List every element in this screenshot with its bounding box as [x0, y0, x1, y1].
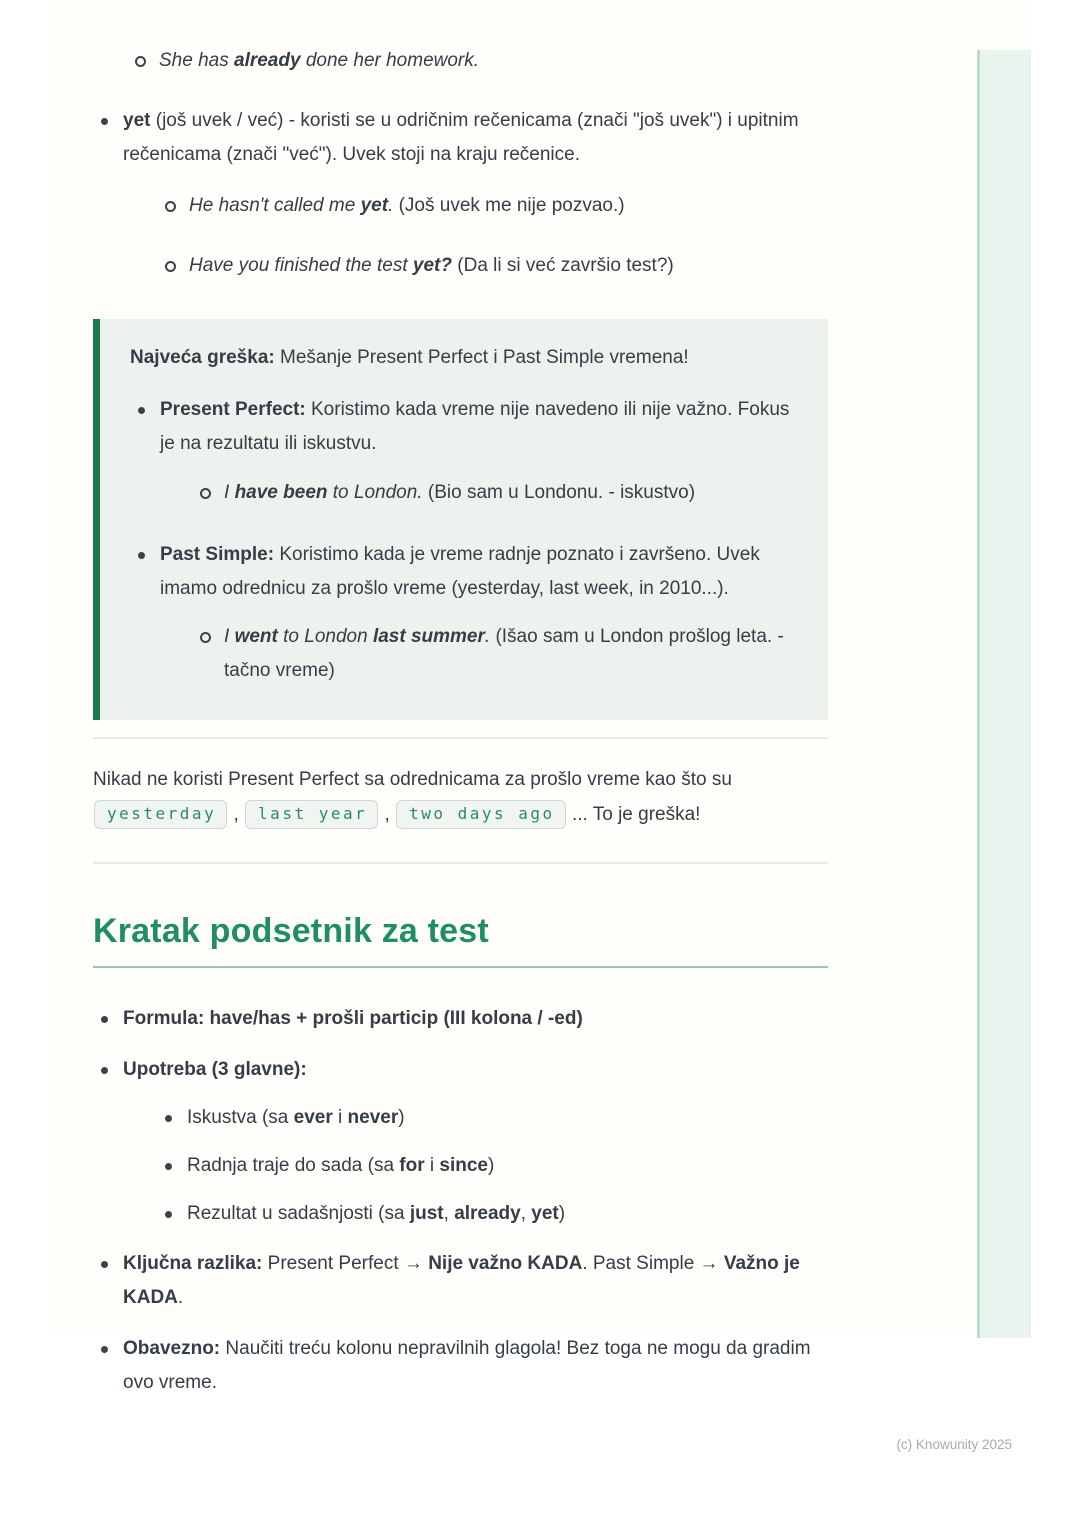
example-i-went: I went to London last summer. (Išao sam u London prošlog leta. - tačno vreme): [200, 620, 800, 688]
copyright-footer: (c) Knowunity 2025: [896, 1437, 1012, 1452]
section-heading: Kratak podsetnik za test: [93, 911, 489, 950]
present-perfect-text: Present Perfect: Koristimo kada vreme nije navedeno ili nije važno. Fokus je na rezultatu ili iskustvu.: [160, 399, 790, 455]
heading-underline: [93, 966, 828, 968]
mandatory-item: Obavezno: Naučiti treću kolonu nepravilnih glagola! Bez toga ne mogu da gradim ovo vreme.: [93, 1332, 828, 1400]
usage-duration-item: Radnja traje do sada (sa for i since): [157, 1149, 828, 1183]
never-use-warning-paragraph: Nikad ne koristi Present Perfect sa odrednicama za prošlo vreme kao što su yesterday , last year , two days ago ... To je greška!: [93, 763, 828, 831]
usage-result-item: Rezultat u sadašnjosti (sa just, already, yet): [157, 1197, 828, 1231]
divider-after-callout: [93, 737, 828, 739]
example-i-have-been: I have been to London. (Bio sam u Londonu. - iskustvo): [200, 476, 800, 510]
formula-item: Formula: have/has + prošli particip (III kolona / -ed): [93, 1002, 828, 1036]
callout-title: Najveća greška: Mešanje Present Perfect i Past Simple vremena!: [130, 346, 689, 368]
example-he-hasnt-called: He hasn't called me yet. (Još uvek me nije pozvao.): [165, 189, 828, 223]
yet-bullet-item: [93, 104, 828, 283]
example-have-you-finished: Have you finished the test yet? (Da li si već završio test?): [165, 249, 828, 283]
document-content: [93, 0, 828, 1400]
yet-definition-text: yet (još uvek / već) - koristi se u odričnim rečenicama (znači "još uvek") i upitnim rečenicama (znači "već"). Uvek stoji na kraju rečenice.: [123, 110, 799, 166]
reminder-list: [93, 1002, 828, 1400]
past-simple-text: Past Simple: Koristimo kada je vreme radnje poznato i završeno. Uvek imamo odrednicu za prošlo vreme (yesterday, last week, in 2010...).: [160, 543, 760, 599]
yet-example-list: [165, 189, 828, 283]
decorative-mint-bar: [977, 50, 1031, 1338]
divider-before-heading: [93, 862, 828, 864]
callout-list: [130, 393, 800, 688]
usage-label: Upotreba (3 glavne):: [123, 1058, 307, 1080]
past-simple-item: [130, 538, 800, 689]
usage-item: [93, 1053, 828, 1232]
continued-example-list: [135, 44, 828, 78]
biggest-mistake-callout: [93, 319, 828, 721]
present-perfect-examples: [200, 476, 800, 510]
past-simple-examples: [200, 620, 800, 688]
yet-bullet-list: [93, 104, 828, 283]
example-she-has-already: She has already done her homework.: [135, 44, 828, 78]
present-perfect-item: [130, 393, 800, 510]
document-card: [48, 0, 1031, 1393]
usage-experience-item: Iskustva (sa ever i never): [157, 1101, 828, 1135]
usage-sub-list: [157, 1101, 828, 1232]
key-difference-item: Ključna razlika: Present Perfect → Nije važno KADA. Past Simple → Važno je KADA.: [93, 1247, 828, 1315]
